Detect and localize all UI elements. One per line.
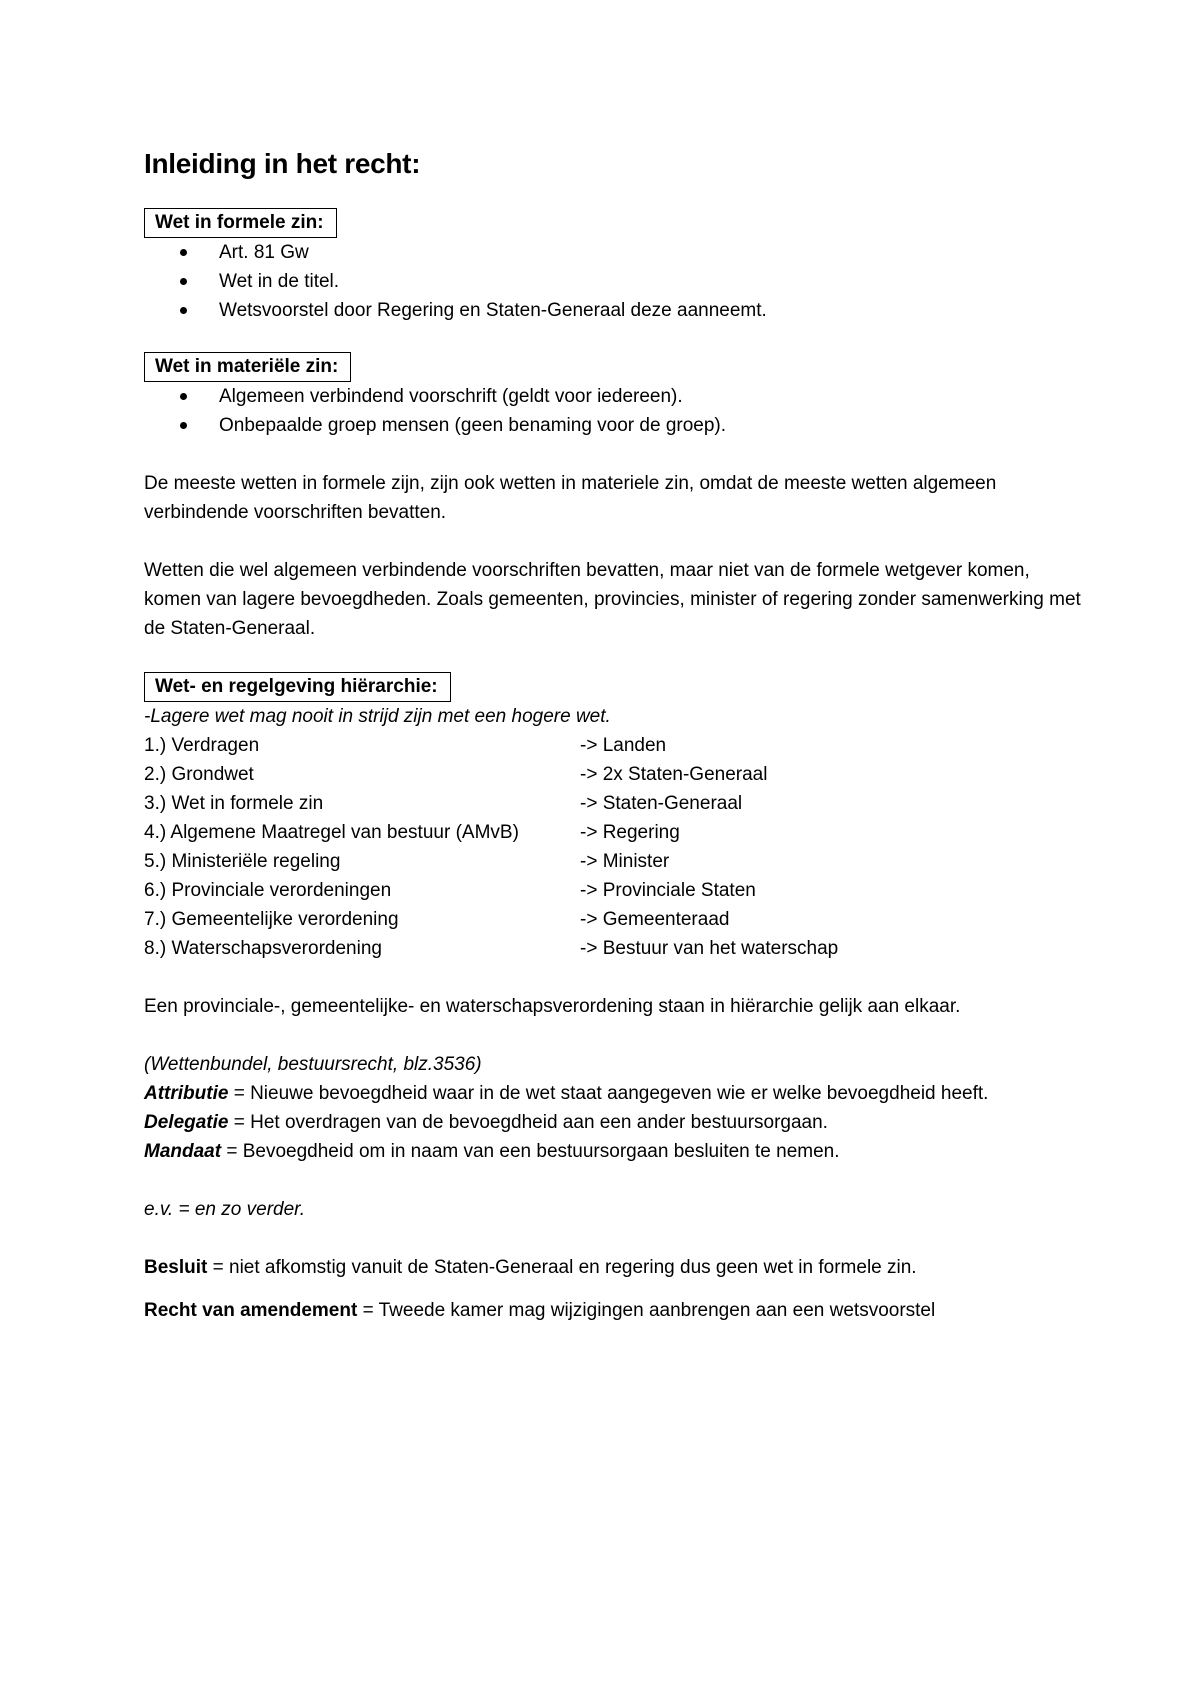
bullet-icon xyxy=(180,422,187,429)
bullet-icon xyxy=(180,278,187,285)
hierarchy-row: 4.) Algemene Maatregel van bestuur (AMvB) -> Regering xyxy=(144,822,680,843)
definition: Attributie = Nieuwe bevoegdheid waar in de wet staat aangegeven wie er welke bevoegdheid heeft. xyxy=(144,1083,989,1104)
paragraph: De meeste wetten in formele zijn, zijn ook wetten in materiele zin, omdat de meeste wetten algemeen verbindende voorschriften bevatten. xyxy=(144,473,997,523)
material-law-list xyxy=(144,382,1084,440)
definition-term: Besluit xyxy=(144,1257,208,1278)
bullet-icon xyxy=(180,307,187,314)
list-item: Algemeen verbindend voorschrift (geldt voor iedereen). xyxy=(144,382,1084,411)
hierarchy-row: 7.) Gemeentelijke verordening -> Gemeenteraad xyxy=(144,909,730,930)
definition-amendement: Recht van amendement = Tweede kamer mag wijzigingen aanbrengen aan een wetsvoorstel xyxy=(144,1300,936,1321)
hierarchy-list xyxy=(144,731,1084,963)
hierarchy-row: 3.) Wet in formele zin -> Staten-Generaal xyxy=(144,793,743,814)
hierarchy-row: 6.) Provinciale verordeningen -> Provinciale Staten xyxy=(144,880,756,901)
list-item: Art. 81 Gw xyxy=(144,238,1084,267)
list-item: Wetsvoorstel door Regering en Staten-Generaal deze aanneemt. xyxy=(144,296,1084,325)
definition: Delegatie = Het overdragen van de bevoegdheid aan een ander bestuursorgaan. xyxy=(144,1112,828,1133)
formal-law-heading: Wet in formele zin: xyxy=(144,208,337,238)
definition-term: Mandaat xyxy=(144,1141,222,1162)
hierarchy-row: 5.) Ministeriële regeling -> Minister xyxy=(144,851,670,872)
definition-term: Attributie xyxy=(144,1083,229,1104)
definition-term: Recht van amendement xyxy=(144,1300,358,1321)
definition: Mandaat = Bevoegdheid om in naam van een bestuursorgaan besluiten te nemen. xyxy=(144,1141,840,1162)
document-title: Inleiding in het recht: xyxy=(144,148,421,179)
formal-law-list xyxy=(144,238,1084,325)
paragraph: Wetten die wel algemeen verbindende voorschriften bevatten, maar niet van de formele wetgever komen, komen van lagere bevoegdheden. Zoals gemeenten, provincies, minister of regering zonder samenwerking met de Staten-Generaal. xyxy=(144,560,1081,639)
material-law-heading: Wet in materiële zin: xyxy=(144,352,351,382)
list-item: Wet in de titel. xyxy=(144,267,1084,296)
abbreviation: e.v. = en zo verder. xyxy=(144,1199,306,1220)
hierarchy-row: 2.) Grondwet -> 2x Staten-Generaal xyxy=(144,764,768,785)
document-content xyxy=(144,148,1084,1325)
reference: (Wettenbundel, bestuursrecht, blz.3536) xyxy=(144,1054,482,1075)
list-item: Onbepaalde groep mensen (geen benaming voor de groep). xyxy=(144,411,1084,440)
hierarchy-row: 8.) Waterschapsverordening -> Bestuur van het waterschap xyxy=(144,938,839,959)
hierarchy-heading: Wet- en regelgeving hiërarchie: xyxy=(144,672,451,702)
definition-besluit: Besluit = niet afkomstig vanuit de Staten-Generaal en regering dus geen wet in formele zin. xyxy=(144,1257,917,1278)
bullet-icon xyxy=(180,249,187,256)
hierarchy-row: 1.) Verdragen -> Landen xyxy=(144,735,667,756)
definition-term: Delegatie xyxy=(144,1112,229,1133)
bullet-icon xyxy=(180,393,187,400)
paragraph: Een provinciale-, gemeentelijke- en waterschapsverordening staan in hiërarchie gelijk aan elkaar. xyxy=(144,996,961,1017)
hierarchy-note: -Lagere wet mag nooit in strijd zijn met een hogere wet. xyxy=(144,706,611,727)
